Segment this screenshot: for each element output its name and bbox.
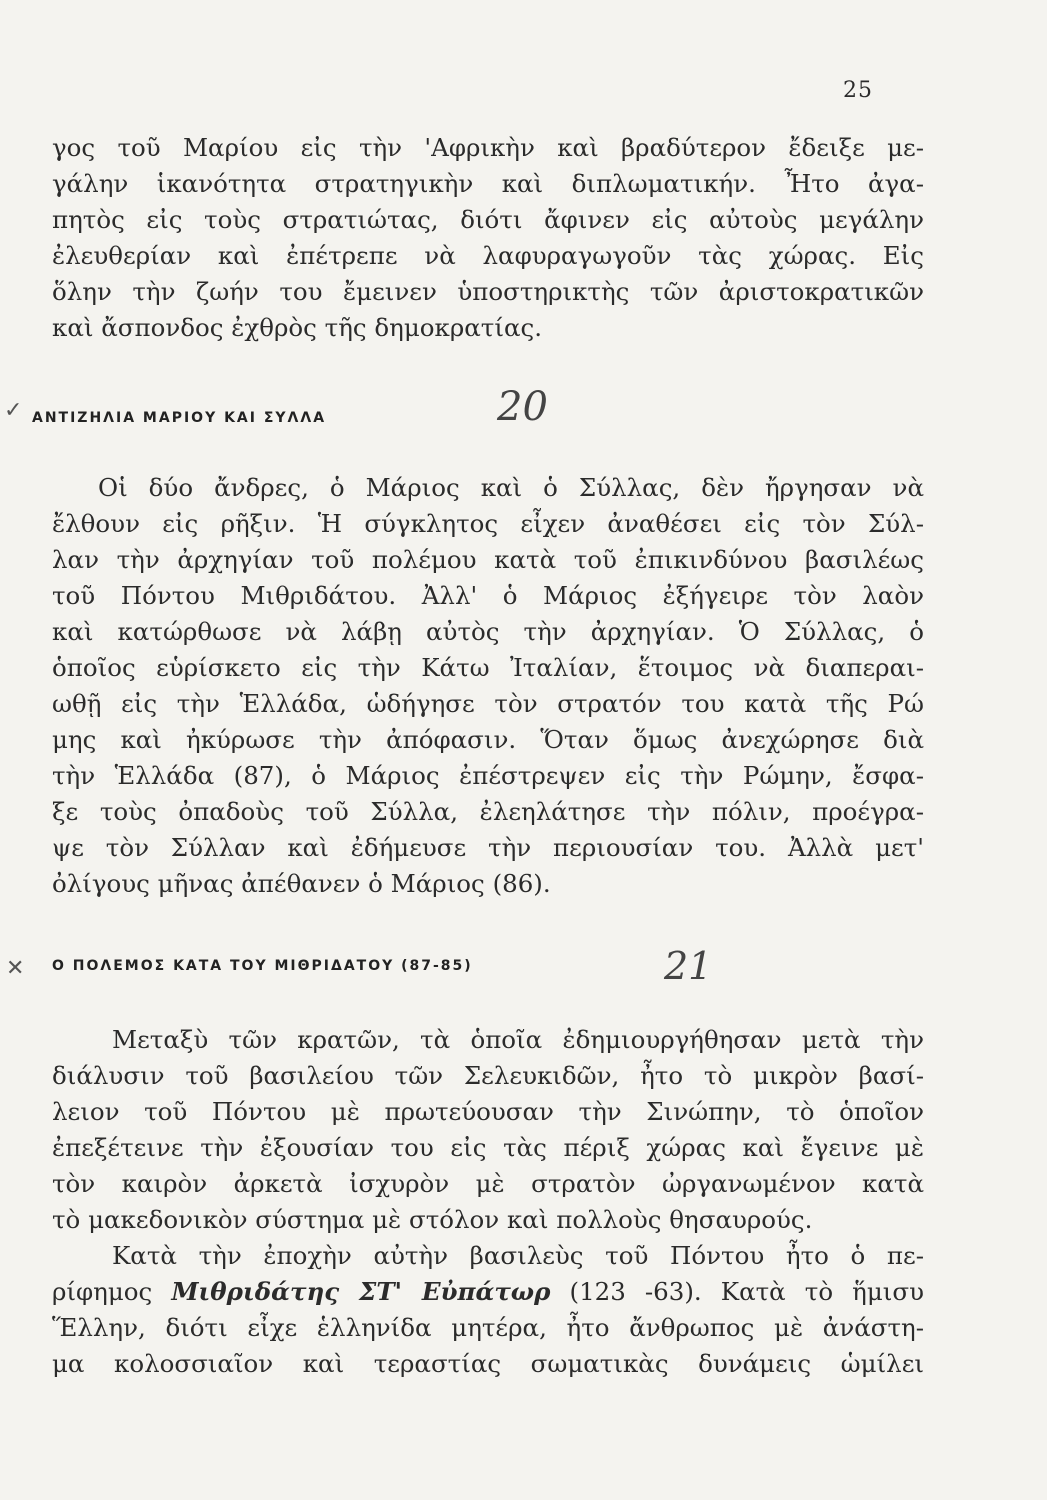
text-line: ωθῇ εἰς τὴν Ἑλλάδα, ὡδήγησε τὸν στρατόν του κατὰ τῆς Ρώ [52,689,924,718]
text-line: Οἱ δύο ἄνδρες, ὁ Μάριος καὶ ὁ Σύλλας, δὲν ἤργησαν νὰ [98,473,924,502]
text-fragment: ρίφημος [52,1277,172,1306]
handwritten-number-1: 20 [497,384,548,430]
text-line: καὶ ἄσπονδος ἐχθρὸς τῆς δημοκρατίας. [52,313,542,342]
text-line: ψε τὸν Σύλλαν καὶ ἐδήμευσε τὴν περιουσίαν του. Ἀλλὰ μετ' [52,833,924,862]
paragraph-4 [52,1238,924,1382]
text-line: τοῦ Πόντου Μιθριδάτου. Ἀλλ' ὁ Μάριος ἐξήγειρε τὸν λαὸν [52,581,924,610]
section-heading-2: Ο ΠΟΛΕΜΟΣ ΚΑΤΑ ΤΟΥ ΜΙΘΡΙΔΑΤΟΥ (87-85) [52,958,473,974]
paragraph-2 [52,470,924,902]
page-number: 25 [843,78,873,103]
paragraph-1 [52,130,924,346]
text-line: ὅλην τὴν ζωήν του ἔμεινεν ὑποστηρικτὴς τῶν ἀριστοκρατικῶν [52,277,924,306]
text-line: Μεταξὺ τῶν κρατῶν, τὰ ὁποῖα ἐδημιουργήθησαν μετὰ τὴν [112,1025,924,1054]
text-line: μης καὶ ἠκύρωσε τὴν ἀπόφασιν. Ὅταν ὅμως ἀνεχώρησε διὰ [52,725,924,754]
text-line: ἐπεξέτεινε τὴν ἐξουσίαν του εἰς τὰς πέριξ χώρας καὶ ἔγεινε μὲ [52,1133,924,1162]
text-line: ἐλευθερίαν καὶ ἐπέτρεπε νὰ λαφυραγωγοῦν τὰς χώρας. Εἰς [52,241,924,270]
text-line: γος τοῦ Μαρίου εἰς τὴν 'Αφρικὴν καὶ βραδύτερον ἔδειξε με- [52,133,924,162]
text-line: καὶ κατώρθωσε νὰ λάβῃ αὐτὸς τὴν ἀρχηγίαν. Ὁ Σύλλας, ὁ [52,617,924,646]
paragraph-3 [52,1022,924,1238]
text-line: τὴν Ἑλλάδα (87), ὁ Μάριος ἐπέστρεψεν εἰς τὴν Ρώμην, ἔσφα- [52,761,924,790]
text-line: ξε τοὺς ὀπαδοὺς τοῦ Σύλλα, ἐλεηλάτησε τὴν πόλιν, προέγρα- [52,797,924,826]
margin-mark: ✓ [4,398,23,423]
text-line: μα κολοσσιαῖον καὶ τεραστίας σωματικὰς δυνάμεις ὡμίλει [52,1349,924,1378]
text-line: πητὸς εἰς τοὺς στρατιώτας, διότι ἄφινεν εἰς αὐτοὺς μεγάλην [52,205,924,234]
text-line: ὀλίγους μῆνας ἀπέθανεν ὁ Μάριος (86). [52,869,551,898]
text-fragment: (123 -63). Κατὰ τὸ ἥμισυ [550,1277,924,1306]
text-line: λαν τὴν ἀρχηγίαν τοῦ πολέμου κατὰ τοῦ ἐπικινδύνου βασιλέως [52,545,924,574]
text-line [52,1274,924,1310]
text-line: τὸν καιρὸν ἀρκετὰ ἰσχυρὸν μὲ στρατὸν ὠργανωμένον κατὰ [52,1169,924,1198]
handwritten-number-2: 21 [664,944,713,988]
text-line: λειον τοῦ Πόντου μὲ πρωτεύουσαν τὴν Σινώπην, τὸ ὁποῖον [52,1097,924,1126]
text-line: Κατὰ τὴν ἐποχὴν αὐτὴν βασιλεὺς τοῦ Πόντου ἦτο ὁ πε- [112,1241,924,1270]
text-line: τὸ μακεδονικὸν σύστημα μὲ στόλον καὶ πολλοὺς θησαυρούς. [52,1205,813,1234]
text-line: γάλην ἱκανότητα στρατηγικὴν καὶ διπλωματικήν. Ἦτο ἀγα- [52,169,924,198]
margin-mark: ✕ [6,956,25,981]
text-line: ἔλθουν εἰς ρῆξιν. Ἡ σύγκλητος εἶχεν ἀναθέσει εἰς τὸν Σύλ- [52,509,924,538]
text-line: ὁποῖος εὑρίσκετο εἰς τὴν Κάτω Ἰταλίαν, ἕτοιμος νὰ διαπεραι- [52,653,924,682]
text-line: διάλυσιν τοῦ βασιλείου τῶν Σελευκιδῶν, ἦτο τὸ μικρὸν βασί- [52,1061,924,1090]
text-line: Ἕλλην, διότι εἶχε ἑλληνίδα μητέρα, ἦτο ἄνθρωπος μὲ ἀνάστη- [52,1313,924,1342]
section-heading-1: ΑΝΤΙΖΗΛΙΑ ΜΑΡΙΟΥ ΚΑΙ ΣΥΛΛΑ [32,410,327,426]
king-name: Μιθριδάτης ΣΤ' Εὐπάτωρ [171,1277,551,1306]
